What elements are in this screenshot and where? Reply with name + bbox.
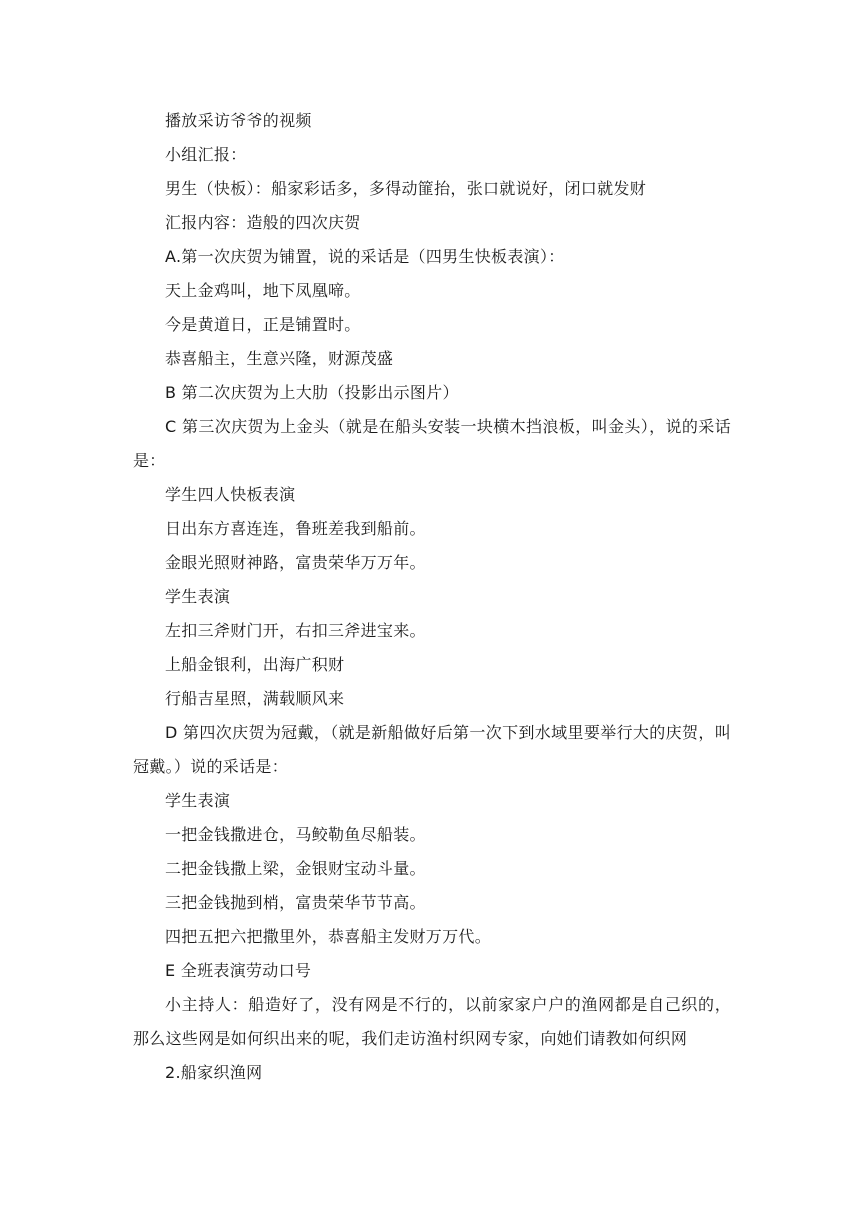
- paragraph: E 全班表演劳动口号: [165, 961, 312, 980]
- paragraph: 左扣三斧财门开，右扣三斧进宝来。: [165, 621, 426, 640]
- paragraph: 恭喜船主，生意兴隆，财源茂盛: [165, 349, 394, 368]
- paragraph: 小组汇报：: [165, 145, 247, 164]
- paragraph: 学生表演: [165, 791, 231, 810]
- paragraph: 三把金钱抛到梢，富贵荣华节节高。: [165, 893, 426, 912]
- paragraph: 一把金钱撒进仓，马鲛勒鱼尽船装。: [165, 825, 426, 844]
- paragraph: 行船吉星照，满载顺风来: [165, 689, 345, 708]
- paragraph: 四把五把六把撒里外，恭喜船主发财万万代。: [165, 927, 492, 946]
- paragraph: 2.船家织渔网: [165, 1063, 263, 1082]
- document-body: [133, 104, 731, 1090]
- paragraph: 今是黄道日，正是铺置时。: [165, 315, 361, 334]
- paragraph: 学生四人快板表演: [165, 485, 296, 504]
- paragraph: 男生（快板）：船家彩话多，多得动篚抬，张口就说好，闭口就发财: [165, 179, 647, 198]
- paragraph: 日出东方喜连连，鲁班差我到船前。: [165, 519, 426, 538]
- paragraph: 小主持人：船造好了，没有网是不行的，以前家家户户的渔网都是自己织的，那么这些网是如何织出来的呢，我们走访渔村织网专家，向她们请教如何织网: [133, 995, 731, 1048]
- paragraph: A.第一次庆贺为铺置，说的采话是（四男生快板表演）：: [165, 247, 565, 266]
- paragraph: 播放采访爷爷的视频: [165, 111, 312, 130]
- paragraph: 学生表演: [165, 587, 231, 606]
- paragraph: D 第四次庆贺为冠戴，（就是新船做好后第一次下到水域里要举行大的庆贺，叫冠戴。）说的采话是：: [133, 723, 731, 776]
- paragraph: 金眼光照财神路，富贵荣华万万年。: [165, 553, 426, 572]
- paragraph: 汇报内容：造般的四次庆贺: [165, 213, 361, 232]
- paragraph: 二把金钱撒上梁，金银财宝动斗量。: [165, 859, 426, 878]
- paragraph: B 第二次庆贺为上大肋（投影出示图片）: [165, 383, 459, 402]
- paragraph: C 第三次庆贺为上金头（就是在船头安装一块横木挡浪板，叫金头），说的采话是：: [133, 417, 731, 470]
- paragraph: 天上金鸡叫，地下凤凰啼。: [165, 281, 361, 300]
- paragraph: 上船金银利，出海广积财: [165, 655, 345, 674]
